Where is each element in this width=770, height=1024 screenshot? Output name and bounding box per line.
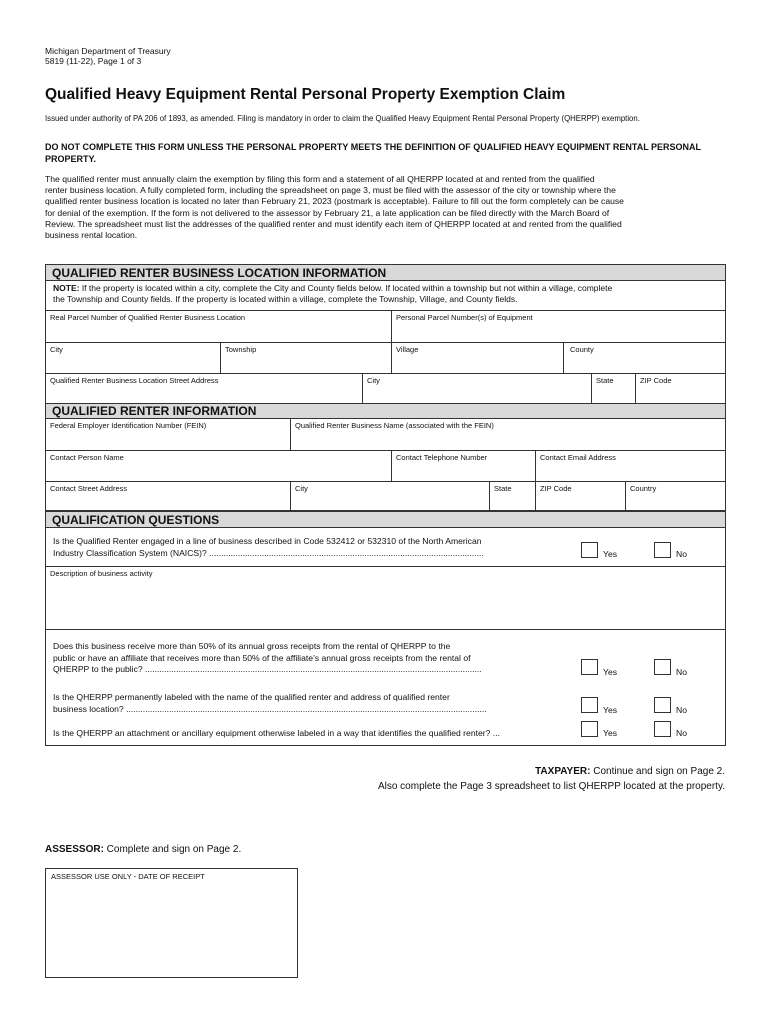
question-text: Does this business receive more than 50% of its annual gross receipts from the rental of QHERPP to the xyxy=(53,641,451,651)
section-heading: QUALIFICATION QUESTIONS xyxy=(46,512,725,528)
contact-name-field[interactable] xyxy=(46,450,391,481)
zip-field[interactable] xyxy=(635,373,725,404)
instruction-line: for denial of the exemption. If the form is not delivered to the assessor by February 21, a late application can be filed directly with the March Board of xyxy=(45,207,610,218)
business-location-section xyxy=(45,264,726,405)
village-field[interactable] xyxy=(391,342,563,373)
field-label: Personal Parcel Number(s) of Equipment xyxy=(396,313,533,322)
q2-no-checkbox[interactable] xyxy=(654,659,671,675)
personal-parcel-field[interactable] xyxy=(391,310,725,342)
authority-text: Issued under authority of PA 206 of 1893, as amended. Filing is mandatory in order to claim the Qualified Heavy Equipment Rental Personal Property (QHERPP) exemption. xyxy=(45,114,640,123)
note-text: the Township and County fields. If the property is located within a village, complete the Township, Village, and County fields. xyxy=(53,294,518,304)
contact-email-field[interactable] xyxy=(535,450,725,481)
contact-city-field[interactable] xyxy=(290,481,489,510)
q4-no-checkbox[interactable] xyxy=(654,721,671,737)
assessor-text: Complete and sign on Page 2. xyxy=(103,844,242,855)
question-text: Is the QHERPP an attachment or ancillary equipment otherwise labeled in a way that identifies the qualified renter? ... xyxy=(53,728,500,738)
no-label: No xyxy=(676,728,687,738)
state-field[interactable] xyxy=(591,373,635,404)
no-label: No xyxy=(676,705,687,715)
street-address-field[interactable] xyxy=(46,373,362,404)
warning-text: DO NOT COMPLETE THIS FORM UNLESS THE PERSONAL PROPERTY MEETS THE DEFINITION OF QUALIFIED HEAVY EQUIPMENT RENTAL PERSONAL PROPERTY. xyxy=(45,142,701,164)
contact-phone-field[interactable] xyxy=(391,450,535,481)
field-label: Contact Person Name xyxy=(50,453,124,462)
qualification-section xyxy=(45,511,726,746)
question-text: Is the QHERPP permanently labeled with the name of the qualified renter and address of qualified renter xyxy=(53,692,450,702)
yes-label: Yes xyxy=(603,728,618,738)
no-label: No xyxy=(676,667,687,677)
q3-no-checkbox[interactable] xyxy=(654,697,671,713)
no-label: No xyxy=(676,549,687,559)
instruction-line: Review. The spreadsheet must list the addresses of the qualified renter and must identify each item of QHERPP located at and rented from the qualified xyxy=(45,218,622,229)
contact-street-field[interactable] xyxy=(46,481,290,510)
q3-yes-checkbox[interactable] xyxy=(581,697,598,713)
question-permanent-label xyxy=(53,692,578,715)
yes-label: Yes xyxy=(603,549,618,559)
section-heading: QUALIFIED RENTER INFORMATION xyxy=(46,404,725,419)
question-text: Industry Classification System (NAICS)? ................................................................................................................... xyxy=(53,547,484,558)
taxpayer-text: Also complete the Page 3 spreadsheet to list QHERPP located at the property. xyxy=(377,781,725,792)
assessor-instruction xyxy=(45,844,241,855)
form-id: 5819 (11-22), Page 1 of 3 xyxy=(45,56,142,66)
instructions xyxy=(45,174,745,241)
question-attachment xyxy=(53,728,500,740)
contact-state-field[interactable] xyxy=(489,481,535,510)
field-label: Federal Employer Identification Number (FEIN) xyxy=(50,421,207,430)
taxpayer-label: TAXPAYER: xyxy=(535,766,591,777)
fein-field[interactable] xyxy=(46,419,290,450)
field-label: Township xyxy=(225,345,257,354)
field-label: State xyxy=(596,376,614,385)
field-label: City xyxy=(50,345,63,354)
question-text: Is the Qualified Renter engaged in a line of business described in Code 532412 or 532310 of the North American xyxy=(53,536,482,546)
q4-yes-checkbox[interactable] xyxy=(581,721,598,737)
field-label: Contact Street Address xyxy=(50,484,128,493)
section-heading: QUALIFIED RENTER BUSINESS LOCATION INFORMATION xyxy=(46,265,725,281)
q1-no-checkbox[interactable] xyxy=(654,542,671,558)
assessor-box-label: ASSESSOR USE ONLY - DATE OF RECEIPT xyxy=(51,872,205,881)
field-label: Contact Telephone Number xyxy=(396,453,488,462)
assessor-use-box[interactable] xyxy=(45,868,298,978)
instruction-line: qualified renter business location is located no later than February 21, 2023 (postmark is acceptable). Failure to fill out the form completely can be cause xyxy=(45,196,624,207)
city-field-2[interactable] xyxy=(362,373,591,404)
field-label: ZIP Code xyxy=(540,484,572,493)
yes-label: Yes xyxy=(603,705,618,715)
field-label: County xyxy=(570,345,594,354)
q1-yes-checkbox[interactable] xyxy=(581,542,598,558)
field-label: Qualified Renter Business Location Street Address xyxy=(50,376,219,385)
contact-zip-field[interactable] xyxy=(535,481,625,510)
question-text: public or have an affiliate that receives more than 50% of the affiliate’s annual gross receipts from the rental of xyxy=(53,652,471,663)
city-field[interactable] xyxy=(46,342,220,373)
instruction-line: renter business location. A fully completed form, including the spreadsheet on page 3, must be filed with the assessor of the city or township where the xyxy=(45,185,616,196)
contact-country-field[interactable] xyxy=(625,481,725,510)
business-description-field[interactable] xyxy=(46,566,725,630)
note-text: If the property is located within a city, complete the City and County fields below. If located within a township but not within a village, complete xyxy=(79,283,613,293)
question-text: QHERPP to the public? ............................................................................................................................................. xyxy=(53,664,482,674)
field-label: State xyxy=(494,484,512,493)
taxpayer-text: Continue and sign on Page 2. xyxy=(590,766,725,777)
business-name-field[interactable] xyxy=(290,419,725,450)
note-label: NOTE: xyxy=(53,283,80,293)
instruction-line: The qualified renter must annually claim the exemption by filing this form and a statement of all QHERPP located at and rented from the qualified xyxy=(45,174,595,184)
renter-info-section xyxy=(45,403,726,511)
real-parcel-field[interactable] xyxy=(46,310,391,342)
township-field[interactable] xyxy=(220,342,391,373)
q2-yes-checkbox[interactable] xyxy=(581,659,598,675)
field-label: Qualified Renter Business Name (associated with the FEIN) xyxy=(295,421,494,430)
field-label: Country xyxy=(630,484,657,493)
question-text: business location? ....................................................................................................................................................... xyxy=(53,703,487,714)
question-naics xyxy=(53,536,578,559)
assessor-label: ASSESSOR: xyxy=(45,844,104,855)
field-label: Contact Email Address xyxy=(540,453,616,462)
field-label: Description of business activity xyxy=(50,569,153,578)
county-field[interactable] xyxy=(563,342,725,373)
location-note xyxy=(53,283,612,305)
field-label: ZIP Code xyxy=(640,376,672,385)
field-label: City xyxy=(295,484,308,493)
question-gross-receipts xyxy=(53,641,578,676)
field-label: City xyxy=(367,376,380,385)
instruction-line: business rental location. xyxy=(45,230,138,241)
taxpayer-instruction xyxy=(378,766,725,792)
yes-label: Yes xyxy=(603,667,618,677)
agency-name: Michigan Department of Treasury xyxy=(45,46,171,56)
form-title: Qualified Heavy Equipment Rental Personal Property Exemption Claim xyxy=(45,86,566,103)
field-label: Village xyxy=(396,345,419,354)
field-label: Real Parcel Number of Qualified Renter Business Location xyxy=(50,313,246,322)
